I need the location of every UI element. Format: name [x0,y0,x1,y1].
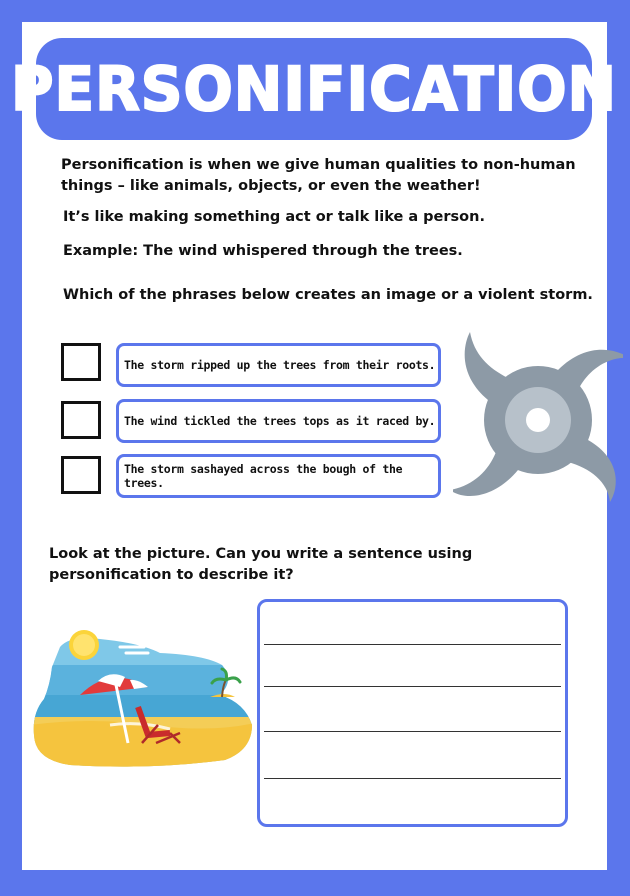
option-2-checkbox[interactable] [61,401,101,439]
option-1-label: The storm ripped up the trees from their roots. [124,358,436,372]
option-1 [116,343,441,387]
beach-scene-illustration [30,625,255,775]
explanation-text: It’s like making something act or talk like a person. [63,209,485,225]
definition-text: Personification is when we give human qualities to non-human things – like animals, objects, or even the weather! [61,157,576,194]
title-banner [10,38,618,140]
writing-prompt: Look at the picture. Can you write a sentence using personification to describe it? [49,546,473,583]
writing-line [264,731,561,732]
option-2 [116,399,441,443]
hurricane-icon [453,330,623,510]
writing-line [264,778,561,779]
option-3-checkbox[interactable] [61,456,101,494]
option-3 [116,454,441,498]
writing-line [264,686,561,687]
question-text: Which of the phrases below creates an image or a violent storm. [63,287,593,303]
page-title: PERSONIFICATION [10,53,618,125]
writing-line [264,644,561,645]
answer-writing-box[interactable] [257,599,568,827]
option-2-label: The wind tickled the trees tops as it raced by. [124,414,436,428]
option-3-label: The storm sashayed across the bough of the trees. [124,462,403,490]
example-text: Example: The wind whispered through the trees. [63,243,463,259]
option-1-checkbox[interactable] [61,343,101,381]
